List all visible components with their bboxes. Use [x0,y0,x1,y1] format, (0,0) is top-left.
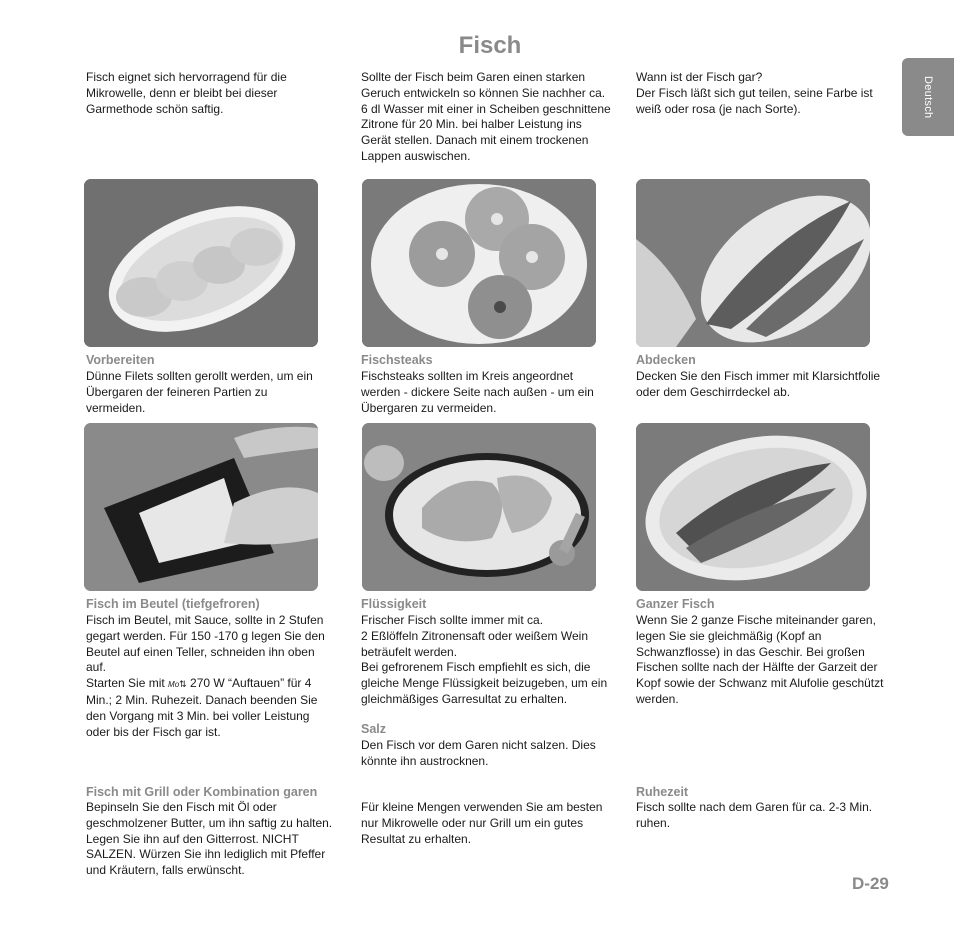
microwave-waves-icon: ⇅ [179,679,187,690]
intro-text-col3: Wann ist der Fisch gar? Der Fisch läßt sich gut teilen, seine Farbe ist weiß oder rosa (je nach Sorte). [636,70,873,116]
page-title: Fisch [458,32,522,59]
text-ruhezeit: Fisch sollte nach dem Garen für ca. 2-3 Min. ruhen. [636,800,873,830]
text-beutel [86,613,351,740]
page-number: D-29 [852,874,889,893]
text-beutel-part1: Fisch im Beutel, mit Sauce, sollte in 2 Stufen gegart werden. Für 150 -170 g legen Sie den Beutel auf einen Teller, schneiden ihn oben auf. Starten Sie mit [86,613,325,691]
text-grill: Bepinseln Sie den Fisch mit Öl oder geschmolzener Butter, um ihn saftig zu halten. Legen Sie ihn auf den Gitterrost. NICHT SALZEN. Würzen Sie ihn lediglich mit Pfeffer und Kräutern, falls erwünscht. [86,800,333,878]
heading-fischsteaks: Fischsteaks [361,353,433,367]
photo-rolled-fillets [84,179,318,347]
heading-beutel: Fisch im Beutel (tiefgefroren) [86,597,260,611]
text-fluessigkeit: Frischer Fisch sollte immer mit ca. 2 Eßlöffeln Zitronensaft oder weißem Wein beträufelt werden. Bei gefrorenem Fisch empfiehlt es sich, die gleiche Menge Flüssigkeit beizugeben, um ein gleichmäßiges Garresultat zu erhalten. [361,613,608,706]
text-ganzer-fisch: Wenn Sie 2 ganze Fische miteinander garen, legen Sie sie gleichmäßig (Kopf an Schwanzflosse) in das Geschir. Bei großen Fischen sollte nach der Hälfte der Garzeit der Kopf sowie der Schwanz mit Alufolie geschützt werden. [636,613,884,706]
microwave-icon: Mo [168,680,180,690]
text-kleine-mengen: Für kleine Mengen verwenden Sie am besten nur Mikrowelle oder nur Grill um ein gutes Resultat zu erhalten. [361,800,603,846]
language-tab-label: Deutsch [922,75,934,119]
heading-ganzer-fisch: Ganzer Fisch [636,597,715,611]
heading-salz: Salz [361,722,387,736]
text-salz: Den Fisch vor dem Garen nicht salzen. Dies könnte ihn austrocknen. [361,738,596,768]
heading-ruhezeit: Ruhezeit [636,785,689,799]
text-vorbereiten: Dünne Filets sollten gerollt werden, um ein Übergaren der feineren Partien zu vermeiden. [86,369,313,415]
heading-grill: Fisch mit Grill oder Kombination garen [86,785,318,799]
photo-covering-fish [636,179,870,347]
heading-fluessigkeit: Flüssigkeit [361,597,427,611]
intro-text-col1: Fisch eignet sich hervorragend für die Mikrowelle, denn er bleibt bei dieser Garmethode schön saftig. [86,70,287,116]
photo-fish-in-bag [84,423,318,591]
language-tab [902,58,954,136]
text-fischsteaks: Fischsteaks sollten im Kreis angeordnet werden - dickere Seite nach außen - um ein Übergaren zu vermeiden. [361,369,594,415]
heading-abdecken: Abdecken [636,353,696,367]
photo-whole-fish [636,423,870,591]
text-beutel-part2: 270 W “Auftauen” für 4 Min.; 2 Min. Ruhezeit. Danach beenden Sie den Vorgang mit 3 Min. bei voller Leistung oder bis der Fisch gar ist. [86,676,318,739]
photo-fish-steaks [362,179,596,347]
photo-fish-with-liquid [362,423,596,591]
heading-vorbereiten: Vorbereiten [86,353,155,367]
text-abdecken: Decken Sie den Fisch immer mit Klarsichtfolie oder dem Geschirrdeckel ab. [636,369,881,399]
intro-text-col2: Sollte der Fisch beim Garen einen starken Geruch entwickeln so können Sie nachher ca. 6 dl Wasser mit einer in Scheiben geschnittene Zitrone für 20 Min. bei halber Leistung ins Gerät stellen. Danach mit einem trockenen Lappen auswischen. [361,70,611,163]
